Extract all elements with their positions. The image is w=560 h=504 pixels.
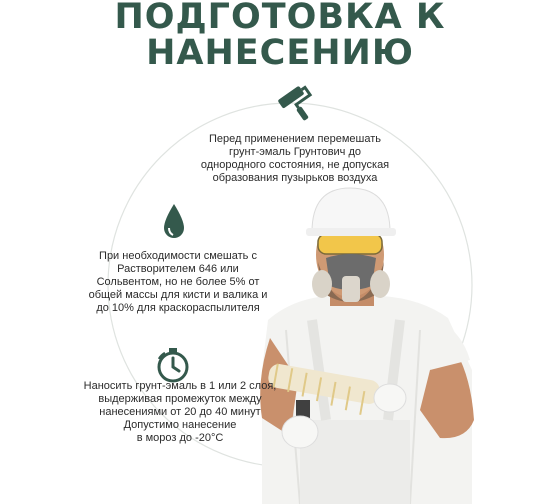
step-text-2: При необходимости смешать с Растворителем 646 или Сольвентом, но не более 5% от общей массы для кисти и валика и до 10% для краскораспылителя (88, 250, 268, 314)
page-title-line-2: НАНЕСЕНИЮ (146, 33, 414, 73)
step-text-3: Наносить грунт-эмаль в 1 или 2 слоя, выдерживая промежуток между нанесениями от 20 до 40 минут Допустимо нанесение в мороз до -20°C (83, 380, 277, 444)
step-text-1: Перед применением перемешать грунт-эмаль Грунтович до однородного состояния, не допуская образования пузырьков воздуха (200, 133, 390, 184)
timer-icon (153, 345, 193, 385)
drop-icon (160, 202, 188, 242)
page-title-line-1: ПОДГОТОВКА К (114, 0, 446, 37)
paint-roller-icon (277, 84, 317, 126)
